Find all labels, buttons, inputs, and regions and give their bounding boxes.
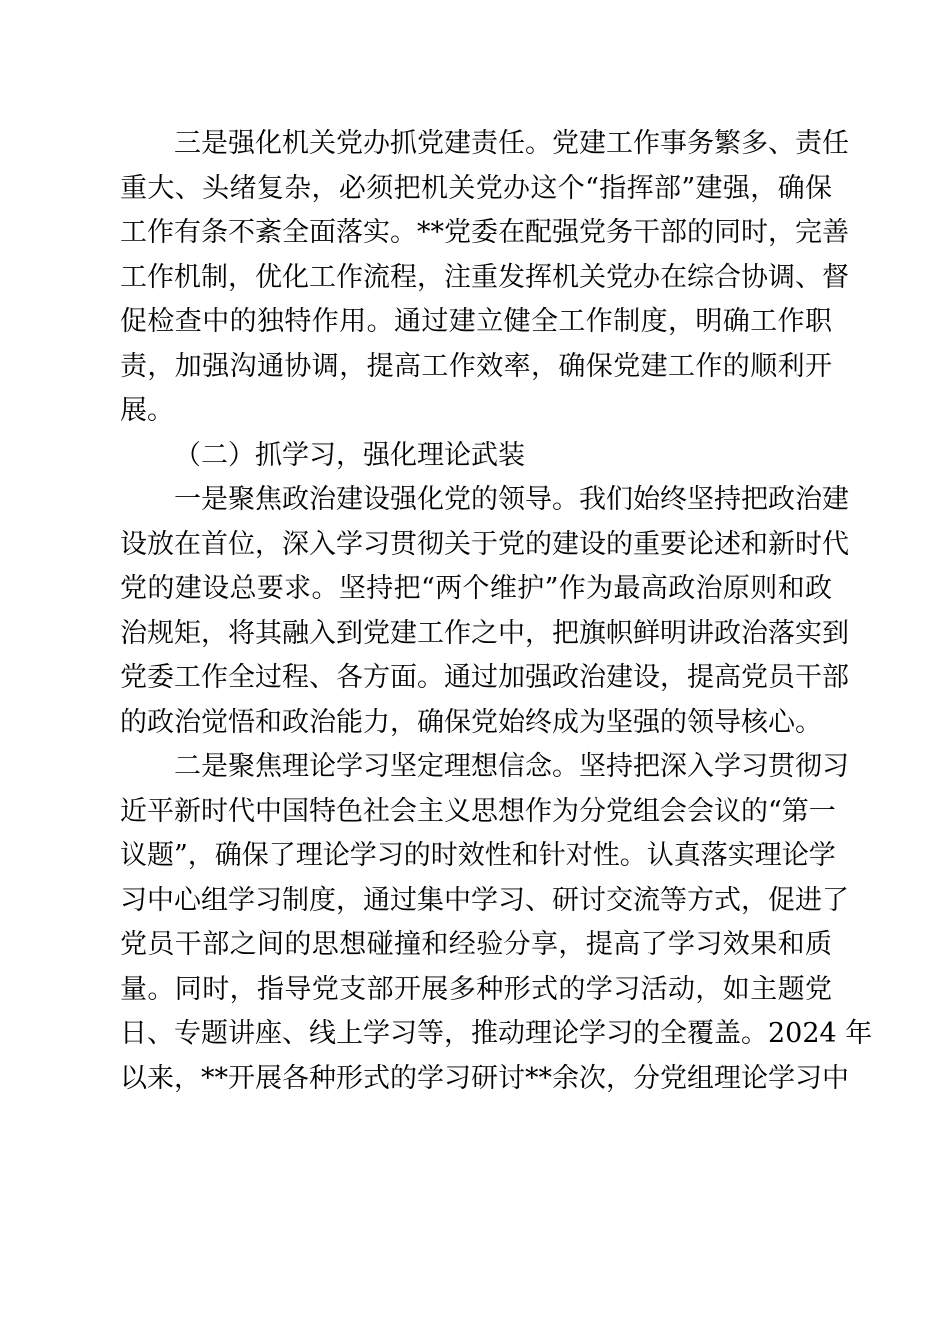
text-line: 习中心组学习制度，通过集中学习、研讨交流等方式，促进了 bbox=[120, 884, 849, 916]
text-line: 三是强化机关党办抓党建责任。党建工作事务繁多、责任 bbox=[174, 128, 849, 159]
text-line: 党的建设总要求。坚持把“两个维护”作为最高政治原则和政 bbox=[120, 573, 832, 604]
paragraph-theory-study bbox=[120, 745, 873, 1101]
text-line: 日、专题讲座、线上学习等，推动理论学习的全覆盖。2024 年 bbox=[120, 1018, 873, 1049]
text-line: 二是聚焦理论学习坚定理想信念。坚持把深入学习贯彻习 bbox=[174, 751, 849, 782]
text-line: 党委工作全过程、各方面。通过加强政治建设，提高党员干部 bbox=[120, 662, 849, 693]
text-line: 议题”，确保了理论学习的时效性和针对性。认真落实理论学 bbox=[120, 840, 836, 871]
section-heading: （二）抓学习，强化理论武装 bbox=[174, 439, 525, 471]
text-line: 近平新时代中国特色社会主义思想作为分党组会会议的“第一 bbox=[120, 795, 836, 827]
text-line: 的政治觉悟和政治能力，确保党始终成为坚强的领导核心。 bbox=[120, 706, 822, 738]
text-line: 党员干部之间的思想碰撞和经验分享，提高了学习效果和质 bbox=[120, 929, 832, 960]
paragraph-political-building bbox=[120, 478, 849, 745]
text-line: 工作机制，优化工作流程，注重发挥机关党办在综合协调、督 bbox=[120, 261, 849, 293]
text-line: 一是聚焦政治建设强化党的领导。我们始终坚持把政治建 bbox=[174, 484, 849, 515]
text-line: 促检查中的独特作用。通过建立健全工作制度，明确工作职 bbox=[120, 306, 832, 337]
text-line: 重大、头绪复杂，必须把机关党办这个“指挥部”建强，确保 bbox=[120, 172, 832, 204]
text-line: 设放在首位，深入学习贯彻关于党的建设的重要论述和新时代 bbox=[120, 528, 849, 560]
text-line: 治规矩，将其融入到党建工作之中，把旗帜鲜明讲政治落实到 bbox=[120, 617, 849, 649]
text-line: 展。 bbox=[120, 395, 174, 426]
text-line: 责，加强沟通协调，提高工作效率，确保党建工作的顺利开 bbox=[120, 350, 832, 382]
document-body bbox=[120, 122, 873, 1101]
paragraph-party-office-responsibility bbox=[120, 122, 849, 434]
text-line: 以来，**开展各种形式的学习研讨**余次，分党组理论学习中 bbox=[120, 1062, 849, 1094]
text-line: 工作有条不紊全面落实。**党委在配强党务干部的同时，完善 bbox=[120, 217, 849, 248]
text-line: 量。同时，指导党支部开展多种形式的学习活动，如主题党 bbox=[120, 973, 832, 1005]
